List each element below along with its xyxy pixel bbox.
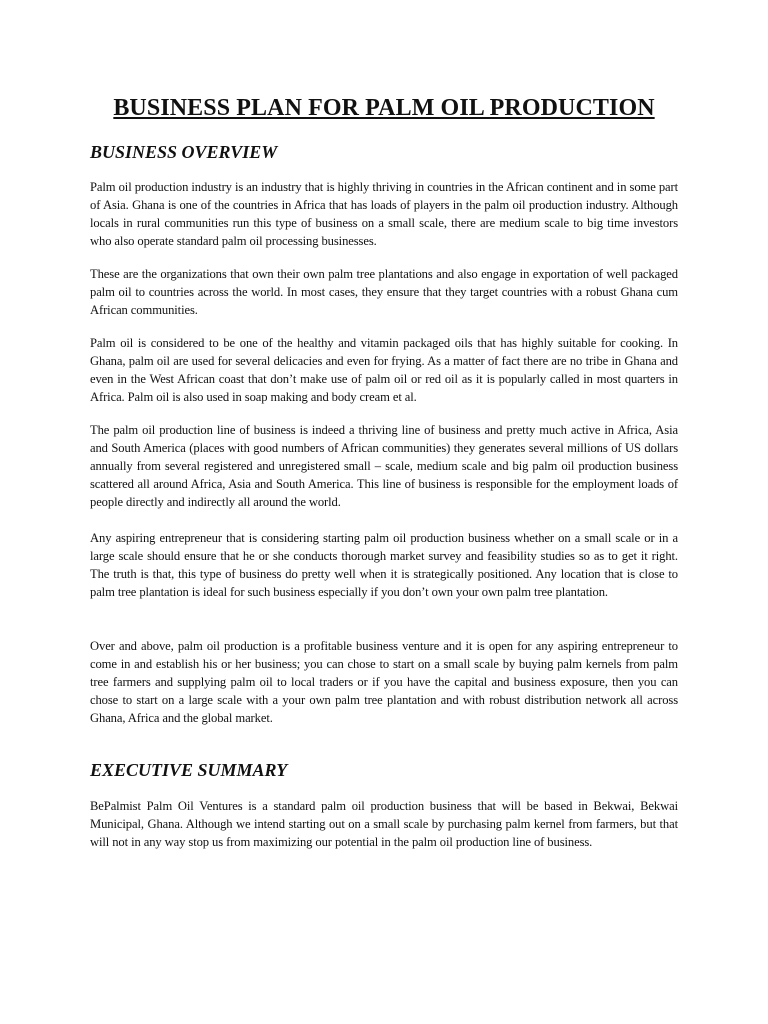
paragraph-overview-5: Any aspiring entrepreneur that is considering starting palm oil production business whether on a small scale or in a large scale should ensure that he or she conducts thorough market survey and feasibility studies so as to get it right. The truth is that, this type of business do pretty well when it is strategically positioned. Any location that is close to palm tree plantation is ideal for such business especially if you don’t own your own palm tree plantation.	[90, 531, 678, 599]
section-heading-executive-summary: EXECUTIVE SUMMARY	[90, 760, 288, 780]
paragraph-overview-3: Palm oil is considered to be one of the healthy and vitamin packaged oils that has highly suitable for cooking. In Ghana, palm oil are used for several delicacies and even for frying. As a matter of fact there are no tribe in Ghana and even in the West African coast that don’t make use of palm oil or red oil as it is popularly called in most quarters in Africa. Palm oil is also used in soap making and body cream et al.	[90, 336, 678, 404]
paragraph-overview-6: Over and above, palm oil production is a profitable business venture and it is open for any aspiring entrepreneur to come in and establish his or her business; you can chose to start on a small scale by buying palm kernels from palm tree farmers and supplying palm oil to local traders or if you have the capital and business exposure, then you can chose to start on a large scale with a your own palm tree plantation and with robust distribution network all across Ghana, Africa and the global market.	[90, 639, 678, 725]
paragraph-overview-4: The palm oil production line of business is indeed a thriving line of business and pretty much active in Africa, Asia and South America (places with good numbers of African communities) they generates several millions of US dollars annually from several registered and unregistered small – scale, medium scale and big palm oil production business scattered all around Africa, Asia and South America. This line of business is responsible for the employment loads of people directly and indirectly all around the world.	[90, 423, 678, 509]
paragraph-overview-1: Palm oil production industry is an industry that is highly thriving in countries in the African continent and in some part of Asia. Ghana is one of the countries in Africa that has loads of players in the palm oil production industry. Although locals in rural communities run this type of business on a small scale, there are medium scale to big time investors who also operate standard palm oil processing businesses.	[90, 180, 678, 248]
document-title: BUSINESS PLAN FOR PALM OIL PRODUCTION	[113, 95, 655, 121]
paragraph-executive-summary-1: BePalmist Palm Oil Ventures is a standard palm oil production business that will be based in Bekwai, Bekwai Municipal, Ghana. Although we intend starting out on a small scale by purchasing palm kernel from farmers, but that will not in any way stop us from maximizing our potential in the palm oil production line of business.	[90, 799, 678, 849]
section-heading-business-overview: BUSINESS OVERVIEW	[90, 142, 278, 162]
paragraph-overview-2: These are the organizations that own their own palm tree plantations and also engage in exportation of well packaged palm oil to countries across the world. In most cases, they ensure that they target countries with a robust Ghana cum African communities.	[90, 267, 678, 317]
